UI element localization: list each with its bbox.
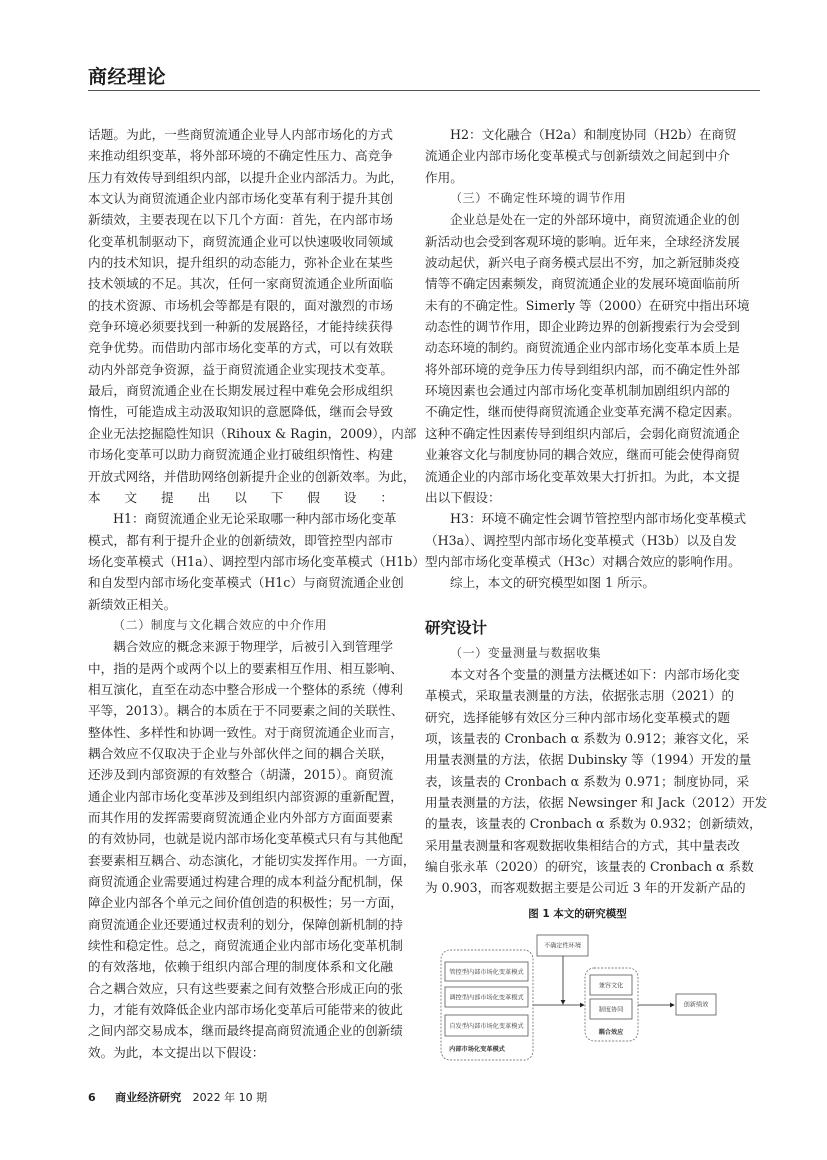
text-line: 化变革机制驱动下，商贸流通企业可以快速吸收同领域 [88, 233, 393, 249]
text-line: 之间内部交易成本，继而最终提高商贸流通企业的创新绩 [88, 1023, 403, 1039]
text-line: 新绩效，主要表现在以下几个方面：首先，在内部市场 [88, 212, 393, 228]
text-line: 压力有效传导到组织内部，以提升企业内部活力。为此， [88, 169, 403, 185]
text-line: 开放式网络，并借助网络创新提升企业的创新效率。为此， [88, 468, 416, 484]
text-line: 市场化变革可以助力商贸流通企业打破组织惰性、构建 [88, 447, 393, 463]
text-line: 还涉及到内部资源的有效整合（胡潇，2015）。商贸流 [88, 767, 393, 783]
text-line: 用量表测量的方法，依据 Dubinsky 等（1994）开发的量 [425, 752, 752, 768]
modes-group-label: 内部市场化变革模式 [449, 1046, 505, 1053]
text-line: 这种不确定性因素传导到组织内部后，会弱化商贸流通企 [425, 425, 740, 441]
text-line: 障企业内部各个单元之间价值创造的积极性；另一方面， [88, 895, 403, 911]
text-line: 项，该量表的 Cronbach α 系数为 0.912；兼容文化，采 [425, 730, 750, 746]
text-line: 竞争环境必须要找到一种新的发展路径，才能持续获得 [88, 319, 393, 335]
text-line: 整体性、多样性和协调一致性。对于商贸流通企业而言， [88, 724, 403, 740]
text-line: 为 0.903，而客观数据主要是公司近 3 年的开发新产品的 [425, 880, 746, 896]
text-line: 惰性，可能造成主动汲取知识的意愿降低，继而会导致 [88, 404, 393, 420]
text-line: 来推动组织变革，将外部环境的不确定性压力、高竞争 [88, 148, 393, 164]
text-line: 效。为此，本文提出以下假设： [88, 1044, 265, 1060]
text-line: 研究，选择能够有效区分三种内部市场化变革模式的题 [425, 709, 730, 725]
text-line: 流通企业内部市场化变革模式与创新绩效之间起到中介 [425, 148, 730, 164]
text-line: 环境因素也会通过内部市场化变革机制加剧组织内部的 [425, 383, 730, 399]
text-line: 最后，商贸流通企业在长期发展过程中难免会形成组织 [88, 383, 393, 399]
text-line: 的有效协同，也就是说内部市场化变革模式只有与其他配 [88, 831, 403, 847]
text-line: 编自张永革（2020）的研究，该量表的 Cronbach α 系数 [425, 859, 754, 874]
text-line: 的量表，该量表的 Cronbach α 系数为 0.932；创新绩效， [425, 816, 762, 832]
text-line: 本文认为商贸流通企业内部市场化变革有利于提升其创 [88, 191, 393, 207]
text-line: 模式，都有利于提升企业的创新绩效，即管控型内部市 [88, 532, 393, 548]
text-line: 新绩效正相关。 [88, 596, 177, 612]
text-line: 动态性的调节作用，即企业跨边界的创新搜索行为会受到 [425, 319, 740, 335]
text-line: 套要素相互耦合、动态演化，才能切实发挥作用。一方面， [88, 852, 416, 868]
text-line: 表，该量表的 Cronbach α 系数为 0.971；制度协同，采 [425, 773, 750, 789]
text-line: 续性和稳定性。总之，商贸流通企业内部市场化变革机制 [88, 938, 403, 954]
journal-name: 商业经济研究 [115, 1091, 182, 1104]
text-line: 未有的不确定性。Simerly 等（2000）在研究中指出环境 [425, 297, 750, 313]
text-line: 耦合效应的概念来源于物理学，后被引入到管理学 [113, 639, 393, 655]
page-footer [88, 1089, 267, 1105]
subsection-heading: （二）制度与文化耦合效应的中介作用 [113, 617, 328, 632]
text-line: 内的技术知识，提升组织的动态能力，弥补企业在某些 [88, 255, 393, 271]
text-line: H1：商贸流通企业无论采取哪一种内部市场化变革 [113, 511, 397, 527]
text-line: 革模式，采取量表测量的方法，依据张志朋（2021）的 [425, 688, 735, 704]
text-line: 新活动也会受到客观环境的影响。近年来，全球经济发展 [425, 233, 740, 249]
subsection-heading: （一）变量测量与数据收集 [450, 645, 602, 660]
text-line: 将外部环境的竞争压力传导到组织内部，而不确定性外部 [425, 361, 740, 377]
text-line: 商贸流通企业还要通过权责利的划分，保障创新机制的持 [88, 916, 403, 932]
text-line: 平等，2013）。耦合的本质在于不同要素之间的关联性、 [88, 703, 404, 719]
text-line: 出以下假设： [425, 489, 501, 505]
text-line: 的技术资源、市场机会等都是有限的，面对激烈的市场 [88, 297, 393, 313]
moderator-label: 不确定性环境 [543, 942, 582, 950]
mediator-label: 兼容文化 [598, 982, 624, 990]
text-line: 的有效落地，依赖于组织内部合理的制度体系和文化融 [88, 959, 393, 975]
subsection-heading: （三）不确定性环境的调节作用 [450, 191, 627, 206]
text-line: 相互演化，直至在动态中整合形成一个整体的系统（傅利 [88, 681, 403, 697]
text-line: 合之耦合效应，只有这些要素之间有效整合形成正向的张 [88, 980, 403, 996]
text-line: 企业总是处在一定的外部环境中，商贸流通企业的创 [450, 212, 740, 228]
text-line: 作用。 [425, 169, 463, 185]
text-line: 技术领域的不足。其次，任何一家商贸流通企业所面临 [88, 276, 393, 292]
coupling-group-label: 耦合效应 [598, 1029, 624, 1036]
text-line: 中，指的是两个或两个以上的要素相互作用、相互影响、 [88, 660, 403, 676]
text-line: 场化变革模式（H1a）、调控型内部市场化变革模式（H1b） [88, 553, 425, 569]
outcome-label: 创新绩效 [683, 1001, 709, 1009]
text-line: 不确定性，继而使得商贸流通企业变革充满不稳定因素。 [425, 404, 740, 420]
text-line: 采用量表测量和客观数据收集相结合的方式，其中量表改 [425, 837, 740, 853]
figure-title: 图 1 本文的研究模型 [528, 908, 627, 920]
text-line: 本文提出以下假设： [88, 489, 393, 505]
running-header-section: 商经理论 [88, 66, 167, 88]
text-line: 通企业内部市场化变革涉及到组织内部资源的重新配置， [88, 788, 403, 804]
text-line: 本文对各个变量的测量方法概述如下：内部市场化变 [450, 666, 740, 682]
text-line: 情等不确定因素频发，商贸流通企业的发展环境面临前所 [425, 276, 740, 292]
issue: 2022 年 10 期 [192, 1091, 268, 1104]
mode-label: 调控型内部市场化变革模式 [449, 994, 524, 1002]
page-number: 6 [88, 1091, 96, 1104]
text-line: 话题。为此，一些商贸流通企业导人内部市场化的方式 [88, 127, 393, 142]
text-line: 动态环境的制约。商贸流通企业内部市场化变革本质上是 [425, 340, 740, 356]
text-line: 力，才能有效降低企业内部市场化变革后可能带来的彼此 [88, 1002, 403, 1018]
text-line: 企业无法挖掘隐性知识（Rihoux & Ragin，2009），内部 [88, 425, 417, 441]
mode-label: 自发型内部市场化变革模式 [449, 1023, 524, 1030]
text-line: 综上，本文的研究模型如图 1 所示。 [450, 575, 655, 591]
text-line: H3：环境不确定性会调节管控型内部市场化变革模式 [450, 511, 747, 527]
text-line: 耦合效应不仅取决于企业与外部伙伴之间的耦合关联， [88, 745, 393, 761]
text-line: 和自发型内部市场化变革模式（H1c）与商贸流通企业创 [88, 575, 404, 591]
mode-label: 管控型内部市场化变革模式 [449, 969, 524, 976]
text-line: 业兼容文化与制度协同的耦合效应，继而可能会使得商贸 [425, 447, 740, 463]
text-line: 商贸流通企业需要通过构建合理的成本利益分配机制，保 [88, 874, 403, 890]
text-line: 型内部市场化变革模式（H3c）对耦合效应的影响作用。 [425, 553, 741, 569]
text-line: 而其作用的发挥需要商贸流通企业内外部方方面面要素 [88, 810, 393, 825]
text-line: 用量表测量的方法，依据 Newsinger 和 Jack（2012）开发 [425, 794, 768, 810]
text-line: 动内外部竞争资源，益于商贸流通企业实现技术变革。 [88, 361, 393, 377]
text-line: H2：文化融合（H2a）和制度协同（H2b）在商贸 [450, 127, 737, 142]
text-line: 波动起伏，新兴电子商务模式层出不穷，加之新冠肺炎疫 [425, 255, 740, 271]
mediator-label: 制度协同 [598, 1006, 624, 1014]
text-line: （H3a）、调控型内部市场化变革模式（H3b）以及自发 [425, 532, 737, 548]
section-heading: 研究设计 [425, 618, 488, 637]
text-line: 竞争优势。而借助内部市场化变革的方式，可以有效联 [88, 340, 393, 356]
text-line: 流通企业的内部市场化变革效果大打折扣。为此，本文提 [425, 468, 740, 484]
